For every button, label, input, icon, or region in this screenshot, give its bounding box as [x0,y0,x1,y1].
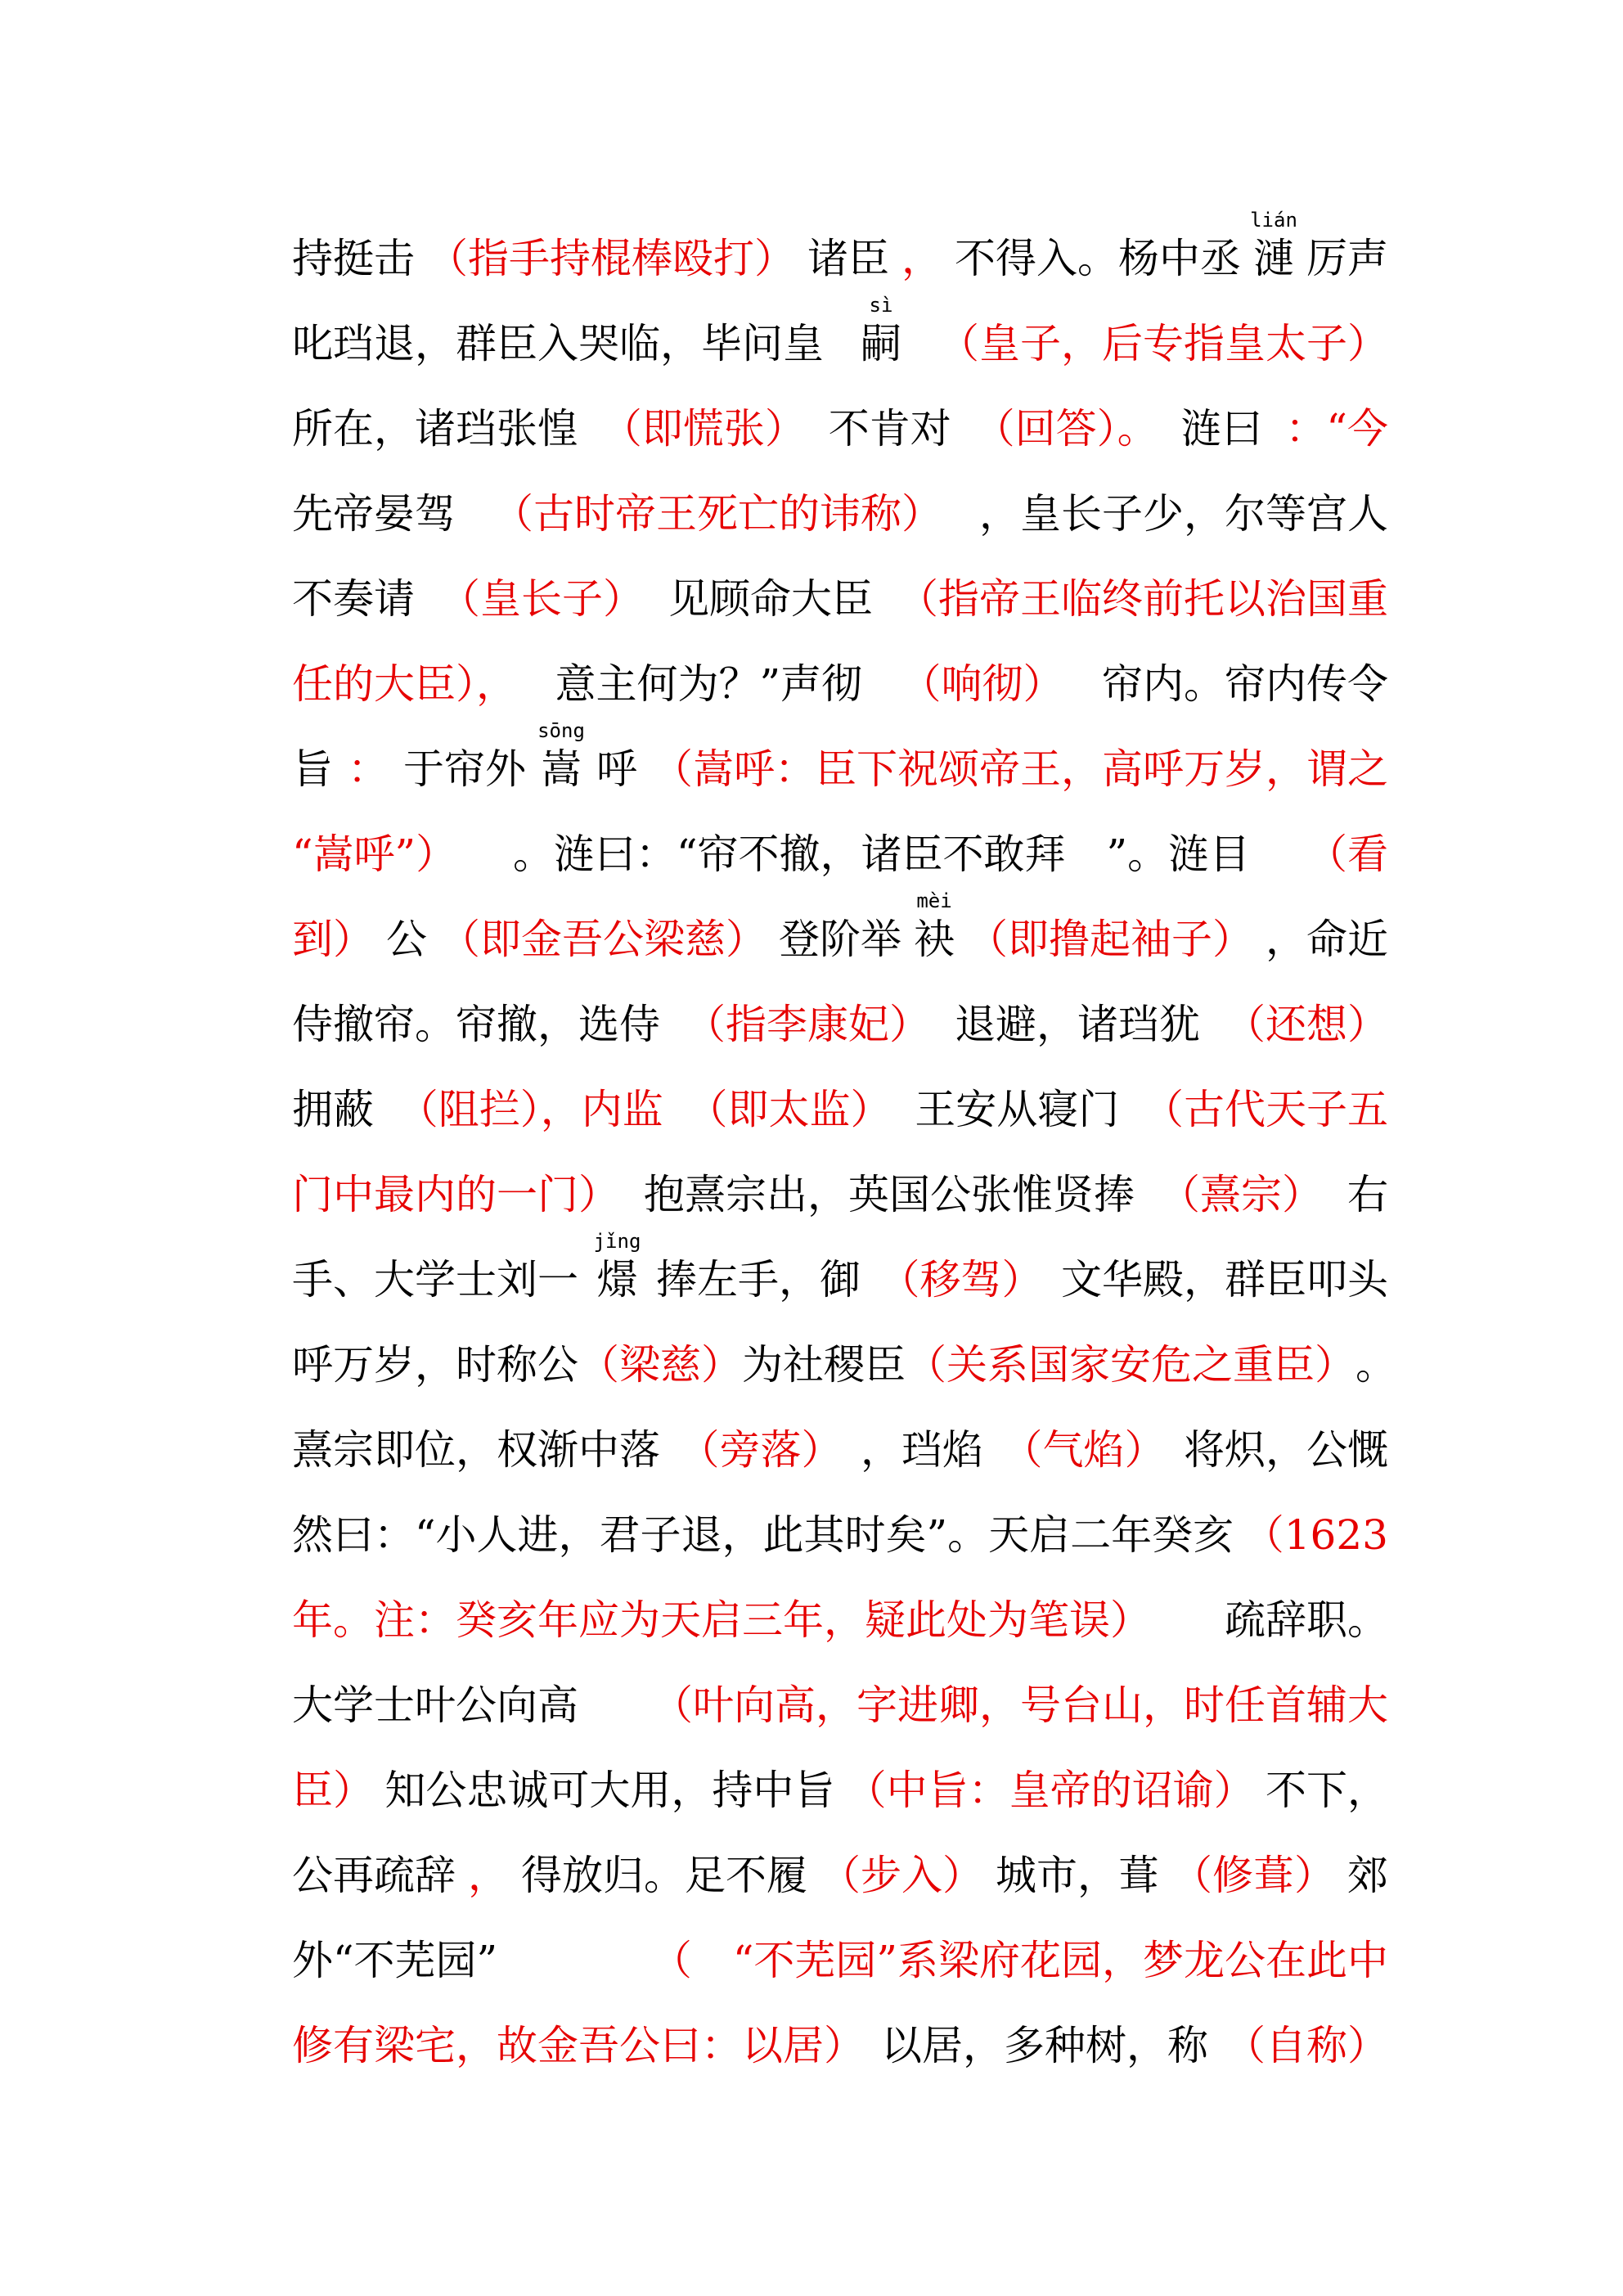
annotation-text: （古时帝王死亡的讳称） [492,490,942,538]
annotation-text: （步入） [820,1852,983,1899]
ruby-character [537,719,585,794]
text-line [292,538,1388,624]
text-line [292,1645,1388,1730]
source-text: 得放归。足不履 [521,1852,807,1899]
source-text: 然曰：“小人进，君子退，此其时矣”。天启二年癸亥 [292,1511,1234,1559]
annotation-text: （指李康妃） [685,1001,930,1048]
annotation-text: ： [348,745,389,793]
source-text: 旨 [292,745,333,793]
source-text: 手、大学士刘一 [292,1256,578,1303]
ruby-character [1250,209,1297,283]
pinyin-annotation: jǐng [593,1230,641,1253]
source-text: 公 [386,916,427,963]
annotation-text: （看 [1306,831,1388,878]
source-text: 所在，诸珰张惶 [292,405,578,452]
text-line [292,624,1388,709]
source-text: 先帝晏驾 [292,490,456,538]
text-line [292,1474,1388,1560]
source-text: 。 [1355,1341,1396,1389]
annotation-text: （自称） [1225,2022,1388,2069]
annotation-text: “嵩呼”） [292,831,457,878]
annotation-text: （即慌张） [600,405,806,452]
text-line [292,794,1388,879]
annotation-text: （阻拦），内监 [397,1086,663,1133]
annotation-text: （指帝王临终前托以治国重 [897,575,1388,623]
annotation-text: 臣） [292,1767,374,1814]
ruby-base: 嗣 [861,320,901,367]
ruby-character [914,889,955,964]
annotated-classical-text [292,198,1396,2070]
source-text: 不得入。杨中丞 [955,235,1241,282]
ruby-character [593,1230,641,1304]
source-text: 见顾命大臣 [668,575,873,623]
annotation-text: 门中最内的一门） [292,1171,619,1218]
annotation-text: 任的大臣）， [292,660,517,708]
text-line [292,1049,1388,1134]
source-text: 呼 [596,745,637,793]
text-line [292,879,1388,964]
annotation-text: 到） [292,916,374,963]
source-text: 城市，葺 [996,1852,1159,1899]
annotation-text: （即金吾公梁慈） [439,916,767,963]
text-line [292,1900,1388,1985]
source-text: 退避，诸珰犹 [955,1001,1200,1048]
source-text: 于帘外 [403,745,526,793]
source-text: 郊 [1347,1852,1388,1899]
text-line [292,709,1388,794]
source-text: 厉声 [1306,235,1388,282]
source-text: 侍撤帘。帘撤，选侍 [292,1001,660,1048]
annotation-text: （皇长子） [439,575,644,623]
source-text: 熹宗即位，权渐中落 [292,1426,660,1474]
source-text: 为社稷臣 [742,1341,906,1389]
source-text: 。涟曰：“帘不撤，诸臣不敢拜 ”。涟目 [513,831,1251,878]
annotation-text: （嵩呼：臣下祝颂帝王，高呼万岁，谓之 [652,745,1388,793]
text-line [292,283,1388,368]
annotation-text: （熹宗） [1159,1171,1323,1218]
text-line [292,1985,1388,2070]
annotation-text: 修有梁宅，故金吾公曰：以居） [292,2022,865,2069]
annotation-text: （响彻） [900,660,1064,708]
annotation-text: （叶向高，字进卿，号台山，时任首辅大 [652,1681,1388,1729]
text-line [292,1815,1388,1900]
source-text: 登阶举 [779,916,901,963]
annotation-text: ：“今 [1285,405,1388,452]
source-text: ，皇长子少，尔等宫人 [979,490,1388,538]
annotation-text: （回答）。 [973,405,1158,452]
text-line [292,1730,1388,1815]
source-text: 公再疏辞 [292,1852,456,1899]
annotation-text: （梁慈） [578,1341,742,1389]
text-line [292,453,1388,538]
source-text: 呼万岁，时称公 [292,1341,578,1389]
annotation-text: （ “不芜园”系梁府花园，梦龙公在此中 [650,1937,1388,1984]
source-text: 意主何为？”声彻 [555,660,863,708]
annotation-text: （1623 [1243,1511,1388,1559]
ruby-base: 嵩 [541,745,582,793]
annotation-text: （还想） [1225,1001,1388,1048]
source-text: 涟曰 [1180,405,1263,452]
text-line [292,1134,1388,1219]
source-text: 叱珰退，群臣入哭临，毕问皇 [292,320,824,367]
source-text: 帘内。帘内传令 [1101,660,1388,708]
annotation-text: （修葺） [1171,1852,1335,1899]
ruby-base: 漣 [1253,235,1294,282]
annotation-text: （移驾） [879,1256,1043,1303]
source-text: 文华殿，群臣叩头 [1061,1256,1388,1303]
annotation-text: （古代天子五 [1143,1086,1388,1133]
annotation-text: （即撸起袖子） [967,916,1253,963]
annotation-text: （皇子，后专指皇太子） [938,320,1388,367]
text-line [292,1560,1388,1645]
pinyin-annotation: mèi [916,889,952,912]
source-text: 不奏请 [292,575,415,623]
source-text: 持挺击 [292,235,415,282]
annotation-text: （即太监） [686,1086,892,1133]
pinyin-annotation: sōng [537,719,585,742]
text-line [292,1389,1388,1474]
source-text: ，珰焰 [861,1426,983,1474]
ruby-character [861,294,901,368]
source-text: 不下， [1265,1767,1388,1814]
annotation-text: （关系国家安危之重臣） [906,1341,1355,1389]
annotation-text: ， [468,1852,509,1899]
annotation-text: （中旨：皇帝的诏谕） [845,1767,1255,1814]
ruby-base: 燝 [596,1256,638,1303]
source-text: 捧左手，御 [656,1256,861,1303]
text-line [292,1219,1388,1304]
pinyin-annotation: sì [869,294,893,317]
source-text: 抱熹宗出，英国公张惟贤捧 [644,1171,1135,1218]
source-text: 右 [1347,1171,1388,1218]
pinyin-annotation: lián [1250,209,1297,232]
source-text: 不肯对 [828,405,951,452]
source-text: 以居，多种树，称 [881,2022,1208,2069]
annotation-text: ， [901,235,942,282]
text-line [292,1304,1396,1389]
annotation-text: 年。注：癸亥年应为天启三年，疑此处为笔误） [292,1596,1151,1644]
ruby-base: 袂 [914,916,955,963]
text-line [292,964,1388,1049]
text-line [292,198,1388,283]
source-text: ，命近 [1266,916,1388,963]
source-text: 外“不芜园” [292,1937,498,1984]
source-text: 疏辞职。 [1225,1596,1388,1644]
annotation-text: （旁落） [678,1426,843,1474]
annotation-text: （指手持棍棒殴打） [427,235,795,282]
source-text: 将炽，公慨 [1184,1426,1388,1474]
source-text: 王安从寝门 [915,1086,1120,1133]
source-text: 诸臣 [807,235,889,282]
source-text: 拥蔽 [292,1086,374,1133]
text-line [292,368,1388,453]
source-text: 知公忠诚可大用，持中旨 [384,1767,835,1814]
annotation-text: （气焰） [1001,1426,1166,1474]
source-text: 大学士叶公向高 [292,1681,578,1729]
